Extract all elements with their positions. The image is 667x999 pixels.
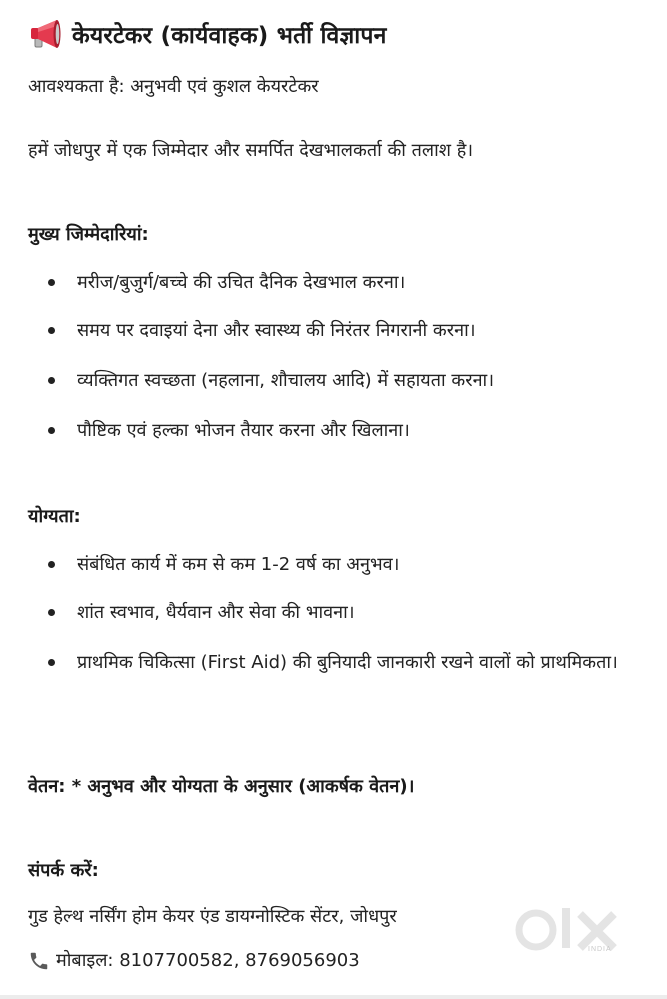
responsibilities-heading: मुख्य जिम्मेदारियां: bbox=[28, 224, 149, 245]
list-item-text: प्राथमिक चिकित्सा (First Aid) की बुनियादी जानकारी रखने वालों को प्राथमिकता। bbox=[77, 652, 618, 673]
list-item bbox=[48, 646, 618, 680]
list-item-text: व्यक्तिगत स्वच्छता (नहलाना, शौचालय आदि) में सहायता करना। bbox=[77, 370, 495, 391]
watermark-region: INDIA bbox=[588, 946, 612, 953]
list-item-text: मरीज/बुजुर्ग/बच्चे की उचित दैनिक देखभाल करना। bbox=[77, 272, 406, 293]
bullet-icon bbox=[48, 327, 55, 334]
list-item-text: संबंधित कार्य में कम से कम 1-2 वर्ष का अनुभव। bbox=[77, 554, 400, 575]
list-item bbox=[48, 596, 648, 630]
list-item-text: शांत स्वभाव, धैर्यवान और सेवा की भावना। bbox=[77, 602, 355, 623]
list-item bbox=[48, 314, 648, 348]
title-row bbox=[28, 14, 387, 54]
requirement-text: आवश्यकता है: अनुभवी एवं कुशल केयरटेकर bbox=[28, 76, 319, 97]
bottom-divider bbox=[0, 995, 667, 999]
bullet-icon bbox=[48, 279, 55, 286]
contact-heading: संपर्क करें: bbox=[28, 860, 99, 881]
megaphone-icon bbox=[28, 17, 64, 51]
telephone-icon bbox=[28, 950, 50, 972]
olx-watermark-logo bbox=[512, 900, 632, 962]
list-item-text: पौष्टिक एवं हल्का भोजन तैयार करना और खिलाना। bbox=[77, 420, 410, 441]
organization-name: गुड हेल्थ नर्सिंग होम केयर एंड डायग्नोस्टिक सेंटर, जोधपुर bbox=[28, 906, 397, 927]
mobile-numbers: मोबाइल: 8107700582, 8769056903 bbox=[56, 950, 360, 971]
list-item bbox=[48, 266, 648, 300]
bullet-icon bbox=[48, 659, 55, 666]
list-item bbox=[48, 364, 648, 398]
bullet-icon bbox=[48, 561, 55, 568]
bullet-icon bbox=[48, 427, 55, 434]
list-item-text: समय पर दवाइयां देना और स्वास्थ्य की निरंतर निगरानी करना। bbox=[77, 320, 476, 341]
qualifications-heading: योग्यता: bbox=[28, 506, 81, 527]
bullet-icon bbox=[48, 609, 55, 616]
salary-text: वेतन: * अनुभव और योग्यता के अनुसार (आकर्षक वेतन)। bbox=[28, 776, 415, 797]
mobile-row bbox=[28, 948, 360, 974]
page-title: केयरटेकर (कार्यवाहक) भर्ती विज्ञापन bbox=[72, 23, 387, 49]
list-item bbox=[48, 548, 648, 582]
intro-text: हमें जोधपुर में एक जिम्मेदार और समर्पित देखभालकर्ता की तलाश है। bbox=[28, 140, 474, 161]
bullet-icon bbox=[48, 377, 55, 384]
list-item bbox=[48, 414, 648, 448]
